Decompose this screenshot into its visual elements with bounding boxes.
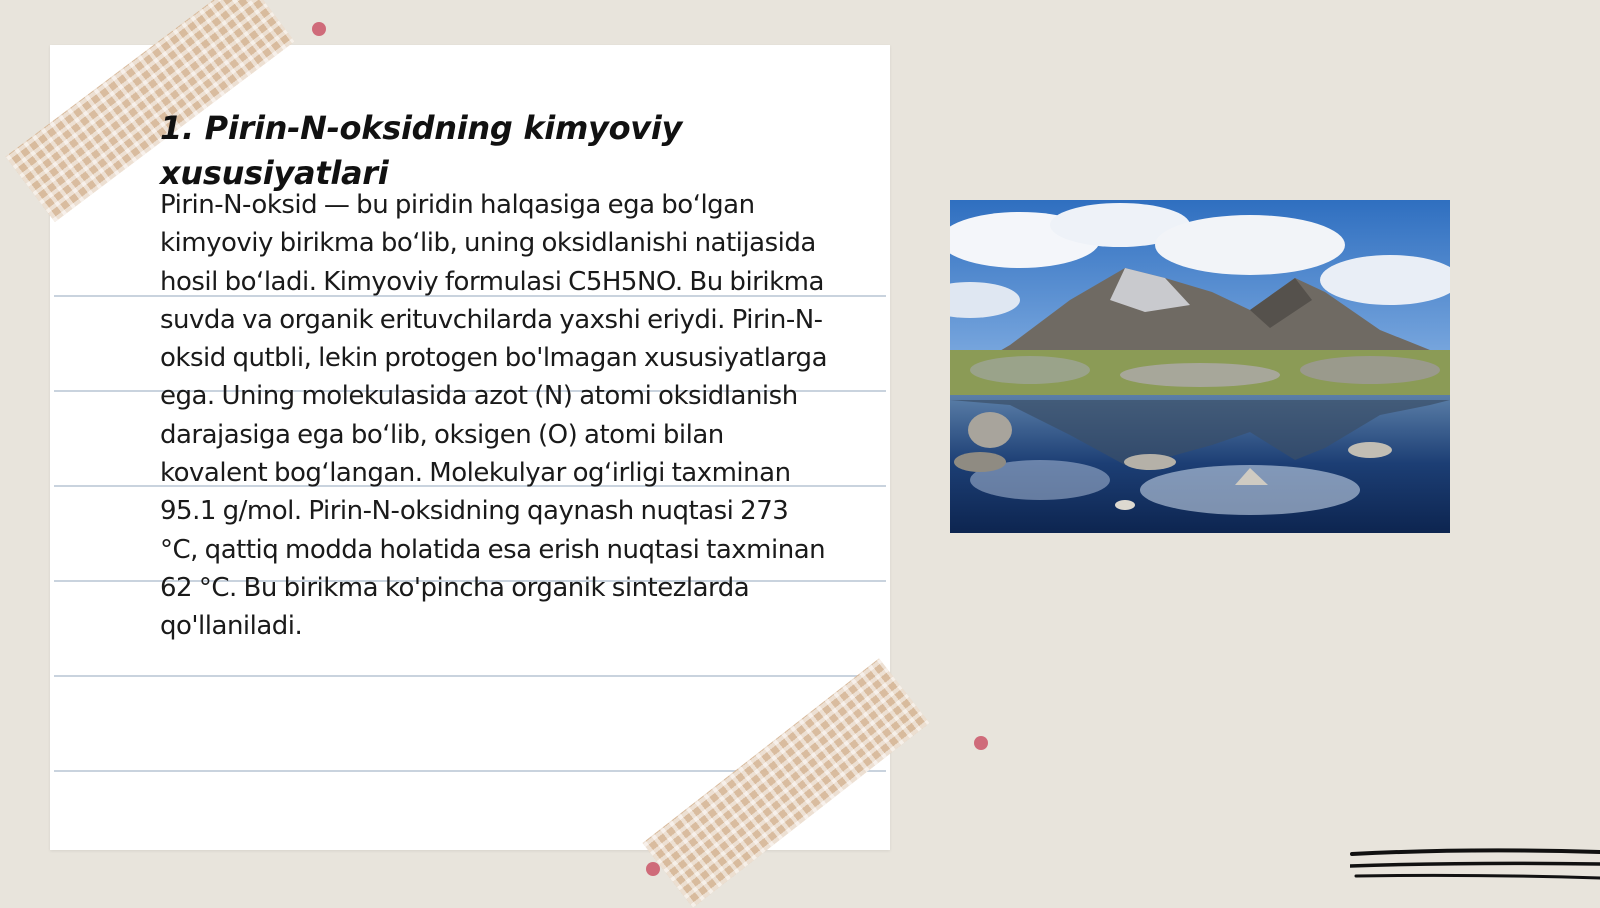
photo-illustration [950, 200, 1450, 533]
mountain-lake-photo [950, 200, 1450, 533]
tape-pin-bottom-right [974, 736, 988, 750]
ruled-line [54, 675, 886, 677]
tape-pin-top [312, 22, 326, 36]
tape-pin-bottom-left [646, 862, 660, 876]
slide-body-text: Pirin-N-oksid — bu piridin halqasiga ega boʻlgan kimyoviy birikma boʻlib, uning oksidlanishi natijasida hosil boʻladi. Kimyoviy formulasi C5H5NO. Bu birikma suvda va organik erituvchilarda yaxshi eriydi. Pirin-N-oksid qutbli, lekin protogen bo'lmagan xususiyatlarga ega. Uning molekulasida azot (N) atomi oksidlanish darajasiga ega boʻlib, oksigen (O) atomi bilan kovalent bogʻlangan. Molekulyar ogʻirligi taxminan 95.1 g/mol. Pirin-N-oksidning qaynash nuqtasi 273 °C, qattiq modda holatida esa erish nuqtasi taxminan 62 °C. Bu birikma ko'pincha organik sintezlarda qo'llaniladi. [160, 190, 827, 642]
slide-title: 1. Pirin-N-oksidning kimyoviy xususiyatlari [160, 109, 683, 192]
scribble-lines [1350, 848, 1600, 888]
